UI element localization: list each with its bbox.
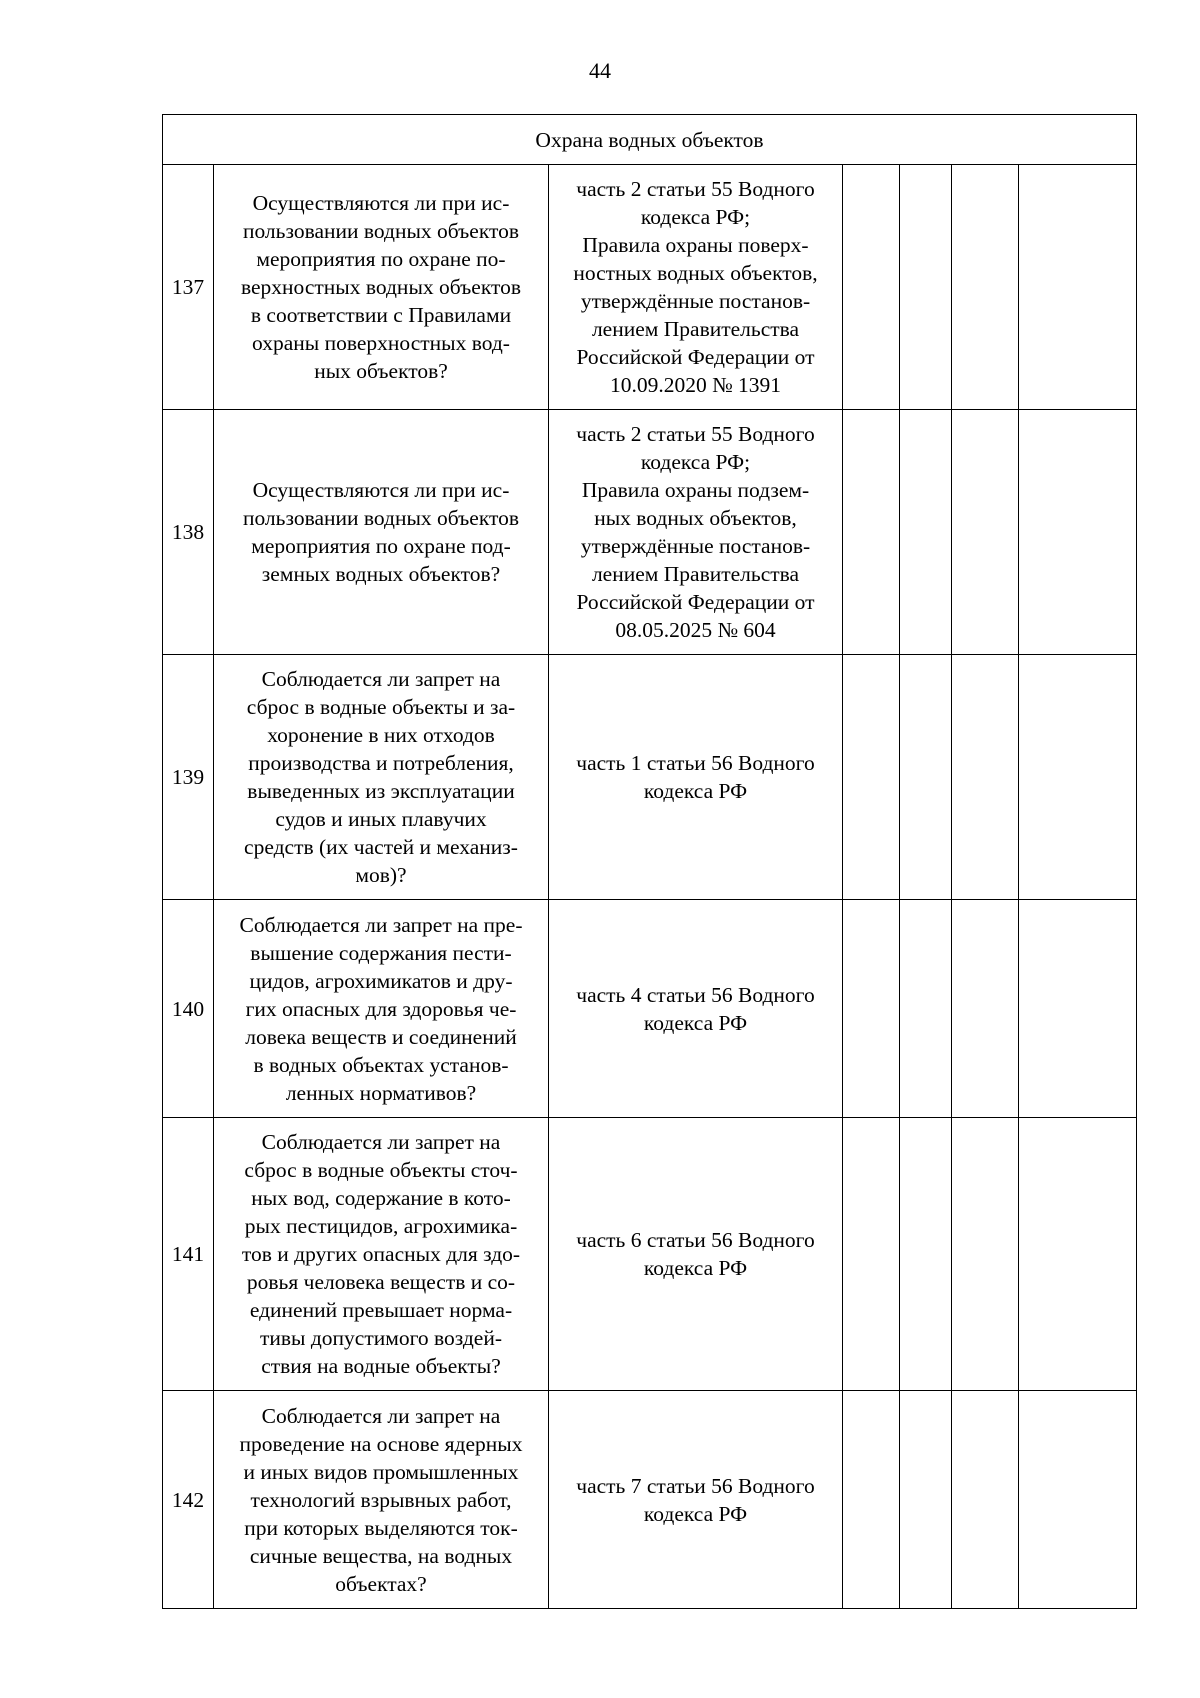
question-line: Осуществляются ли при ис- <box>252 191 510 215</box>
answer-no-cell <box>900 1118 952 1391</box>
question-line: земных водных объектов? <box>261 562 501 586</box>
reference-line: кодекса РФ <box>643 779 748 803</box>
answer-yes-cell <box>843 410 900 655</box>
answer-na-cell <box>952 165 1019 410</box>
question-line: технологий взрывных работ, <box>250 1487 512 1512</box>
question-line: тов и других опасных для здо- <box>241 1242 521 1266</box>
reference-line: Российской Федерации от <box>576 590 815 614</box>
question-line: вышение содержания пести- <box>250 940 512 965</box>
reference-cell <box>549 1391 843 1609</box>
reference-line: часть 7 статьи 56 Водного <box>576 1473 815 1498</box>
question-line: сброс в водные объекты сточ- <box>244 1158 518 1182</box>
question-line: выведенных из эксплуатации <box>247 779 515 803</box>
answer-no-cell <box>900 900 952 1118</box>
question-cell <box>214 165 549 410</box>
question-line: пользовании водных объектов <box>242 506 520 530</box>
reference-line: кодекса РФ; <box>640 450 751 474</box>
row-number: 140 <box>163 900 214 1118</box>
table-row <box>163 165 1137 410</box>
answer-yes-cell <box>843 1391 900 1609</box>
question-line: цидов, агрохимикатов и дру- <box>249 968 513 993</box>
question-cell <box>214 1118 549 1391</box>
question-line: пользовании водных объектов <box>242 219 520 243</box>
question-cell <box>214 900 549 1118</box>
answer-na-cell <box>952 410 1019 655</box>
question-line: тивы допустимого воздей- <box>259 1326 503 1350</box>
reference-line: часть 1 статьи 56 Водного <box>576 751 815 775</box>
question-line: ленных нормативов? <box>285 1080 477 1105</box>
row-number: 142 <box>163 1391 214 1609</box>
question-line: Соблюдается ли запрет на <box>261 1130 501 1154</box>
row-number: 139 <box>163 655 214 900</box>
reference-line: часть 2 статьи 55 Водного <box>576 177 815 201</box>
question-cell <box>214 410 549 655</box>
table-row <box>163 900 1137 1118</box>
question-line: сичные вещества, на водных <box>249 1543 513 1568</box>
table-row <box>163 410 1137 655</box>
table-row <box>163 655 1137 900</box>
question-cell <box>214 655 549 900</box>
answer-na-cell <box>952 655 1019 900</box>
reference-cell <box>549 165 843 410</box>
reference-line: часть 2 статьи 55 Водного <box>576 422 815 446</box>
answer-na-cell <box>952 900 1019 1118</box>
question-line: проведение на основе ядерных <box>239 1431 523 1456</box>
page-number: 44 <box>589 58 611 83</box>
reference-line: Правила охраны подзем- <box>581 478 810 502</box>
question-line: хоронение в них отходов <box>267 723 495 747</box>
question-line: при которых выделяются ток- <box>244 1515 518 1540</box>
question-line: производства и потребления, <box>248 751 514 775</box>
reference-line: часть 6 статьи 56 Водного <box>576 1228 815 1252</box>
reference-line: утверждённые постанов- <box>580 289 811 313</box>
question-line: единений превышает норма- <box>249 1298 513 1322</box>
question-line: средств (их частей и механиз- <box>244 835 518 859</box>
question-line: ловека веществ и соединений <box>245 1024 517 1049</box>
question-line: объектах? <box>335 1571 427 1596</box>
note-cell <box>1019 655 1137 900</box>
question-line: ствия на водные объекты? <box>261 1354 501 1378</box>
question-line: Соблюдается ли запрет на пре- <box>239 912 523 937</box>
section-title: Охрана водных объектов <box>163 115 1137 165</box>
answer-no-cell <box>900 1391 952 1609</box>
question-line: Соблюдается ли запрет на <box>261 667 501 691</box>
row-number: 141 <box>163 1118 214 1391</box>
checklist-table <box>162 114 1137 1609</box>
question-line: и иных видов промышленных <box>243 1459 519 1484</box>
question-line: верхностных водных объектов <box>240 275 521 299</box>
reference-cell <box>549 1118 843 1391</box>
reference-line: ностных водных объектов, <box>573 261 818 285</box>
table-row <box>163 1118 1137 1391</box>
question-line: охраны поверхностных вод- <box>252 331 510 355</box>
note-cell <box>1019 1118 1137 1391</box>
row-number: 137 <box>163 165 214 410</box>
reference-line: Правила охраны поверх- <box>582 233 809 257</box>
question-line: ровья человека веществ и со- <box>246 1270 516 1294</box>
question-line: в соответствии с Правилами <box>250 303 512 327</box>
answer-yes-cell <box>843 1118 900 1391</box>
question-cell <box>214 1391 549 1609</box>
reference-line: лением Правительства <box>591 317 800 341</box>
reference-line: утверждённые постанов- <box>580 534 811 558</box>
question-line: судов и иных плавучих <box>275 807 487 831</box>
note-cell <box>1019 1391 1137 1609</box>
reference-line: кодекса РФ <box>643 1010 748 1035</box>
question-line: Соблюдается ли запрет на <box>261 1403 501 1428</box>
question-line: рых пестицидов, агрохимика- <box>244 1214 518 1238</box>
question-line: мов)? <box>355 863 407 887</box>
reference-line: кодекса РФ; <box>640 205 751 229</box>
note-cell <box>1019 410 1137 655</box>
answer-na-cell <box>952 1118 1019 1391</box>
reference-line: ных водных объектов, <box>594 506 797 530</box>
reference-line: 08.05.2025 № 604 <box>615 618 776 642</box>
section-header-row <box>163 115 1137 165</box>
question-line: Осуществляются ли при ис- <box>252 478 510 502</box>
reference-cell <box>549 655 843 900</box>
reference-line: 10.09.2020 № 1391 <box>609 373 781 397</box>
answer-na-cell <box>952 1391 1019 1609</box>
answer-no-cell <box>900 410 952 655</box>
reference-line: кодекса РФ <box>643 1256 748 1280</box>
answer-yes-cell <box>843 655 900 900</box>
note-cell <box>1019 900 1137 1118</box>
reference-line: Российской Федерации от <box>576 345 815 369</box>
answer-yes-cell <box>843 165 900 410</box>
question-line: сброс в водные объекты и за- <box>246 695 516 719</box>
question-line: в водных объектах установ- <box>253 1052 509 1077</box>
reference-cell <box>549 900 843 1118</box>
question-line: мероприятия по охране по- <box>256 247 506 271</box>
table-row <box>163 1391 1137 1609</box>
answer-no-cell <box>900 655 952 900</box>
answer-yes-cell <box>843 900 900 1118</box>
question-line: ных вод, содержание в кото- <box>251 1186 511 1210</box>
reference-line: часть 4 статьи 56 Водного <box>576 982 815 1007</box>
reference-line: кодекса РФ <box>643 1501 748 1526</box>
question-line: мероприятия по охране под- <box>251 534 511 558</box>
answer-no-cell <box>900 165 952 410</box>
reference-cell <box>549 410 843 655</box>
row-number: 138 <box>163 410 214 655</box>
question-line: ных объектов? <box>314 359 448 383</box>
reference-line: лением Правительства <box>591 562 800 586</box>
question-line: гих опасных для здоровья че- <box>245 996 517 1021</box>
note-cell <box>1019 165 1137 410</box>
